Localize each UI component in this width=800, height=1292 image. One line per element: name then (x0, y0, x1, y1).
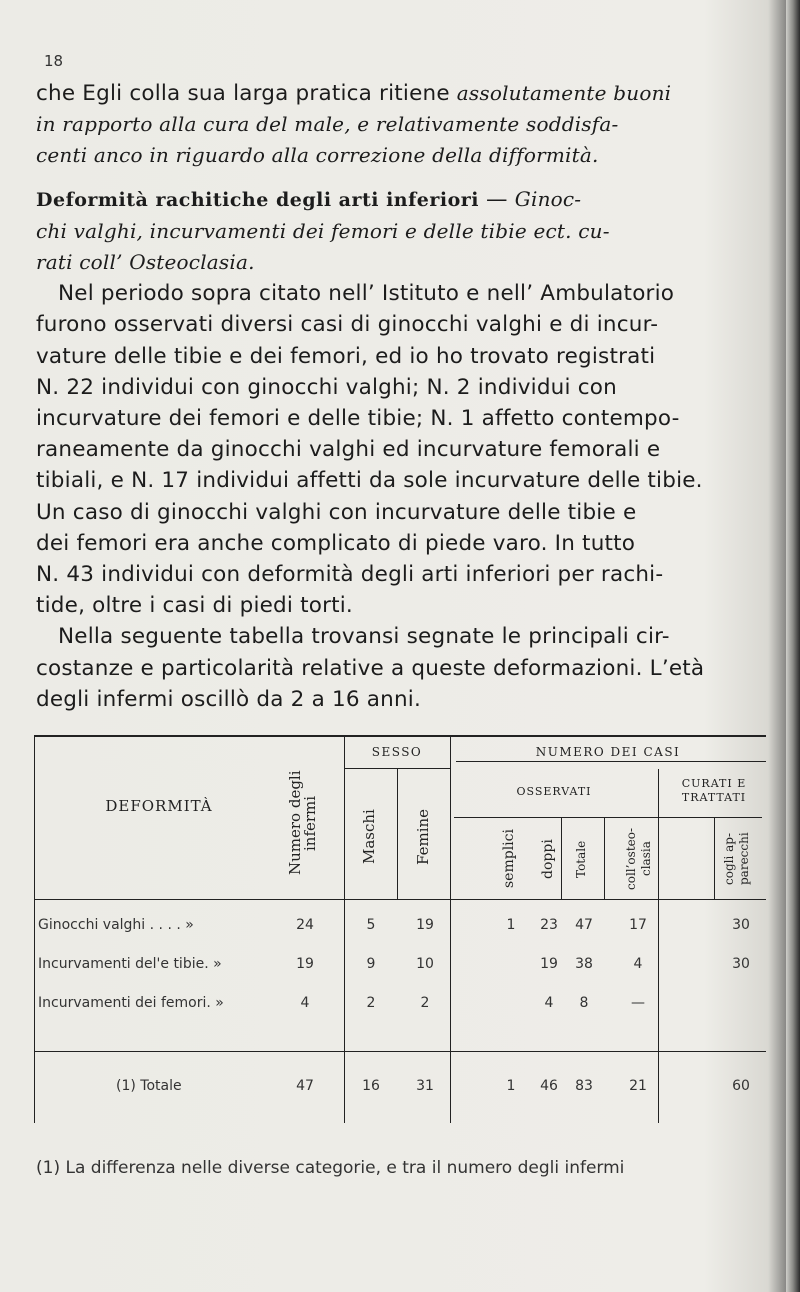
header-osteoclasia: coll’osteo-clasia (624, 827, 653, 891)
header-sesso: SESSO (371, 745, 423, 759)
header-maschi: Maschi (360, 809, 378, 865)
cell-doppi: 23 (540, 917, 558, 933)
header-femine: Femine (414, 808, 432, 866)
table-row (26, 917, 766, 941)
paragraph-line: tide, oltre i casi di piedi torti. (36, 593, 353, 619)
cell-femine: 19 (416, 917, 434, 933)
deformity-table (26, 735, 766, 1125)
italic-span: Ginoc- (514, 186, 582, 211)
paragraph-line: N. 22 individui con ginocchi valghi; N. 2 individui con (36, 374, 617, 400)
cell-femine: 2 (420, 995, 430, 1011)
row-label: Incurvamenti dei femori. » (38, 995, 224, 1011)
total-numero: 47 (296, 1078, 314, 1094)
italic-span: in rapporto alla cura del male, e relativamente soddisfa- (36, 112, 619, 137)
paragraph-line (36, 109, 766, 140)
paragraph-line: degli infermi oscillò da 2 a 16 anni. (36, 686, 422, 712)
total-apparecchi: 60 (732, 1078, 750, 1094)
table-row (26, 995, 766, 1019)
header-semplici: semplici (501, 829, 517, 889)
paragraph-line: Un caso di ginocchi valghi con incurvature delle tibie e (36, 499, 637, 525)
footnote: (1) La differenza nelle diverse categorie, e tra il numero degli infermi (36, 1158, 625, 1178)
row-label: Ginocchi valghi . . . . » (38, 917, 194, 933)
italic-span: assolutamente buoni (456, 81, 672, 105)
header-osservati: OSSERVATI (516, 785, 592, 798)
section-heading-line (36, 247, 766, 278)
italic-span: centi anco in riguardo alla correzione della difformità. (36, 143, 599, 168)
cell-maschi: 9 (366, 956, 376, 972)
header-doppi: doppi (540, 839, 556, 879)
header-apparecchi: cogli ap-parecchi (722, 832, 751, 886)
cell-totale: 47 (575, 917, 593, 933)
header-curati: CURATI E TRATTATI (681, 777, 747, 804)
header-numero-casi: NUMERO DEI CASI (535, 745, 681, 759)
cell-numero: 4 (300, 995, 310, 1011)
total-semplici: 1 (506, 1078, 516, 1094)
header-deformita: DEFORMITÀ (105, 797, 213, 815)
total-label: (1) Totale (116, 1078, 182, 1094)
paragraph-line: N. 43 individui con deformità degli arti inferiori per rachi- (36, 562, 664, 588)
cell-doppi: 19 (540, 956, 558, 972)
cell-osteoclasia: 17 (629, 917, 647, 933)
page-number: 18 (44, 52, 64, 70)
cell-doppi: 4 (544, 995, 554, 1011)
cell-semplici: 1 (506, 917, 516, 933)
total-doppi: 46 (540, 1078, 558, 1094)
cell-apparecchi: 30 (732, 917, 750, 933)
cell-femine: 10 (416, 956, 434, 972)
text-span: — (479, 186, 515, 212)
table-row (26, 956, 766, 980)
row-label: Incurvamenti del'e tibie. » (38, 956, 222, 972)
paragraph-line: tibiali, e N. 17 individui affetti da sole incurvature delle tibie. (36, 468, 703, 494)
paragraph-line (36, 78, 766, 109)
section-heading (36, 184, 766, 216)
cell-numero: 19 (296, 956, 314, 972)
text-span: che Egli colla sua larga pratica ritiene (36, 81, 457, 106)
heading-bold: Deformità rachitiche degli arti inferiori (36, 188, 480, 211)
paragraph-line: dei femori era anche complicato di piede varo. In tutto (36, 530, 636, 556)
cell-apparecchi: 30 (732, 956, 750, 972)
total-totale: 83 (575, 1078, 593, 1094)
cell-totale: 8 (579, 995, 589, 1011)
cell-numero: 24 (296, 917, 314, 933)
paragraph-line: incurvature dei femori e delle tibie; N. 1 affetto contempo- (36, 406, 680, 432)
page-edge-shadow (786, 0, 800, 1292)
total-osteoclasia: 21 (629, 1078, 647, 1094)
cell-totale: 38 (575, 956, 593, 972)
cell-maschi: 5 (366, 917, 376, 933)
total-maschi: 16 (362, 1078, 380, 1094)
header-numero: Numero degli infermi (286, 770, 319, 876)
table-total-row (26, 1078, 766, 1102)
total-femine: 31 (416, 1078, 434, 1094)
italic-span: rati coll’ Osteoclasia. (36, 250, 255, 275)
header-totale: Totale (574, 840, 588, 878)
italic-span: chi valghi, incurvamenti dei femori e delle tibie ect. cu- (36, 218, 610, 243)
paragraph-line: Nella seguente tabella trovansi segnate le principali cir- (58, 624, 670, 650)
cell-osteoclasia: 4 (633, 956, 643, 972)
paragraph-line (36, 140, 766, 171)
paragraph-line: vature delle tibie e dei femori, ed io ho trovato registrati (36, 343, 656, 369)
paragraph-line: raneamente da ginocchi valghi ed incurvature femorali e (36, 437, 661, 463)
paragraph-line: Nel periodo sopra citato nell’ Istituto e nell’ Ambulatorio (58, 281, 675, 307)
body-text (36, 78, 766, 715)
cell-osteoclasia: — (631, 995, 645, 1011)
paragraph-line: costanze e particolarità relative a queste deformazioni. L’età (36, 655, 705, 681)
paragraph-line: furono osservati diversi casi di ginocchi valghi e di incur- (36, 312, 659, 338)
section-heading-line (36, 216, 766, 247)
cell-maschi: 2 (366, 995, 376, 1011)
